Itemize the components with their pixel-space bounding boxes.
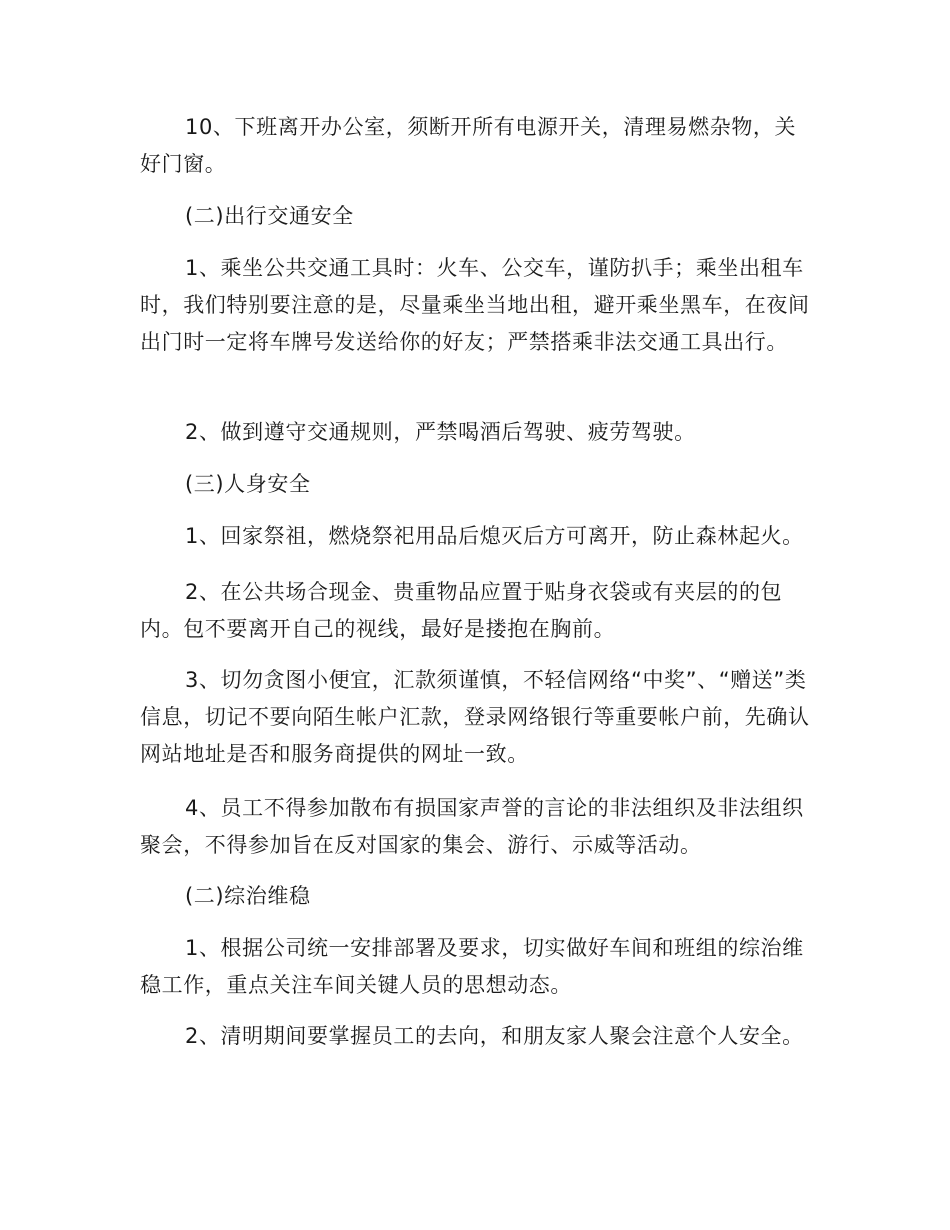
paragraph-public-transport: 1、乘坐公共交通工具时：火车、公交车，谨防扒手；乘坐出租车时，我们特别要注意的是，尽量乘坐当地出租，避开乘坐黑车，在夜间出门时一定将车牌号发送给你的好友；严禁搭乘非法交通工具出行。 xyxy=(140,256,810,354)
paragraph-office-closing: 10、下班离开办公室，须断开所有电源开关，清理易燃杂物，关好门窗。 xyxy=(140,115,797,176)
paragraph-employee-whereabouts: 2、清明期间要掌握员工的去向，和朋友家人聚会注意个人安全。 xyxy=(185,1024,804,1048)
paragraph-remittance-caution: 3、切勿贪图小便宜，汇款须谨慎，不轻信网络“中奖”、“赠送”类信息，切记不要向陌生帐户汇款，登录网络银行等重要帐户前，先确认网站地址是否和服务商提供的网址一致。 xyxy=(140,668,810,766)
paragraph-traffic-rules: 2、做到遵守交通规则，严禁喝酒后驾驶、疲劳驾驶。 xyxy=(185,420,696,444)
paragraph-stability-work: 1、根据公司统一安排部署及要求，切实做好车间和班组的综治维稳工作，重点关注车间关键人员的思想动态。 xyxy=(140,936,804,997)
heading-stability: (二)综治维稳 xyxy=(185,884,311,908)
heading-personal-safety: (三)人身安全 xyxy=(185,472,311,496)
paragraph-valuables: 2、在公共场合现金、贵重物品应置于贴身衣袋或有夹层的的包内。包不要离开自己的视线，最好是搂抱在胸前。 xyxy=(140,580,783,641)
paragraph-ancestor-worship: 1、回家祭祖，燃烧祭祀用品后熄灭后方可离开，防止森林起火。 xyxy=(185,524,804,548)
paragraph-illegal-organizations: 4、员工不得参加散布有损国家声誉的言论的非法组织及非法组织聚会，不得参加旨在反对国家的集会、游行、示威等活动。 xyxy=(140,796,804,857)
heading-travel-safety: (二)出行交通安全 xyxy=(185,204,354,228)
